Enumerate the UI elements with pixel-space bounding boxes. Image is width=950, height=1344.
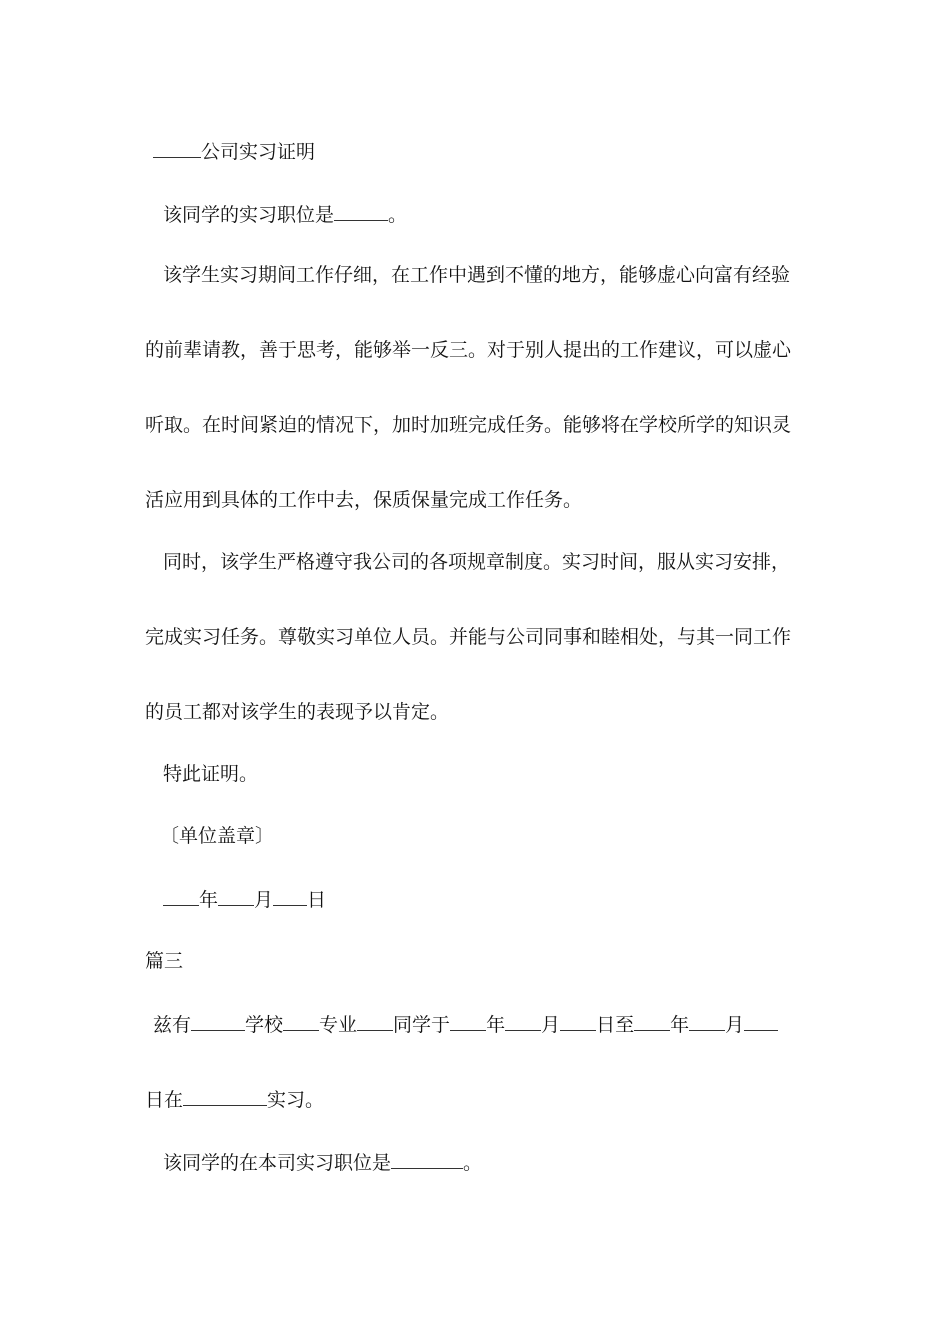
company-place-blank (183, 1085, 267, 1106)
position-label: 该同学的实习职位是 (163, 204, 335, 226)
student-blank (357, 1010, 393, 1031)
p2-line-2: 的前辈请教，善于思考，能够举一反三。对于别人提出的工作建议，可以虚心 (145, 339, 792, 361)
start-day-blank (560, 1010, 596, 1031)
s3-text-f: 月 (541, 1014, 561, 1036)
p2-line-4: 活应用到具体的工作中去，保质保量完成工作任务。 (145, 489, 583, 511)
s3-text-l2a: 日在 (145, 1089, 184, 1111)
year-blank (163, 885, 199, 906)
year-label: 年 (199, 889, 219, 911)
s3-text-e: 年 (486, 1014, 506, 1036)
p2-line-1: 该学生实习期间工作仔细，在工作中遇到不懂的地方，能够虚心向富有经验 (163, 264, 791, 286)
s3-text-g: 日至 (596, 1014, 635, 1036)
s3-position-line (163, 1148, 482, 1176)
s3-text-d: 同学于 (393, 1014, 451, 1036)
s3-text-i: 月 (725, 1014, 745, 1036)
s3-position-end: 。 (463, 1152, 483, 1174)
end-month-blank (689, 1010, 725, 1031)
position-line (163, 200, 407, 228)
s3-position-label: 该同学的在本司实习职位是 (163, 1152, 392, 1174)
title-text: 公司实习证明 (201, 141, 316, 163)
month-blank (218, 885, 254, 906)
position-end: 。 (388, 204, 408, 226)
month-label: 月 (254, 889, 274, 911)
end-day-blank (744, 1010, 778, 1031)
date-line (163, 885, 326, 913)
s3-text-a: 兹有 (153, 1014, 192, 1036)
end-year-blank (634, 1010, 670, 1031)
s3-text-b: 学校 (245, 1014, 284, 1036)
company-blank (153, 137, 201, 158)
start-year-blank (450, 1010, 486, 1031)
document-title (153, 137, 315, 165)
start-month-blank (505, 1010, 541, 1031)
s3-text-c: 专业 (319, 1014, 358, 1036)
day-blank (273, 885, 307, 906)
position-blank (334, 200, 388, 221)
s3-text-h: 年 (670, 1014, 690, 1036)
p3-line-3: 的员工都对该学生的表现予以肯定。 (145, 701, 450, 723)
s3-text-l2b: 实习。 (267, 1089, 325, 1111)
s3-line-2 (145, 1085, 324, 1113)
day-label: 日 (307, 889, 327, 911)
section-heading: 篇三 (145, 950, 184, 972)
closing-text: 特此证明。 (163, 763, 259, 785)
major-blank (283, 1010, 319, 1031)
p2-line-3: 听取。在时间紧迫的情况下，加时加班完成任务。能够将在学校所学的知识灵 (145, 414, 792, 436)
seal-text: 〔单位盖章〕 (160, 825, 275, 847)
s3-position-blank (391, 1148, 463, 1169)
p3-line-2: 完成实习任务。尊敬实习单位人员。并能与公司同事和睦相处，与其一同工作 (145, 626, 792, 648)
p3-line-1: 同时，该学生严格遵守我公司的各项规章制度。实习时间，服从实习安排， (163, 551, 791, 573)
s3-line-1 (153, 1010, 778, 1038)
school-blank (191, 1010, 245, 1031)
